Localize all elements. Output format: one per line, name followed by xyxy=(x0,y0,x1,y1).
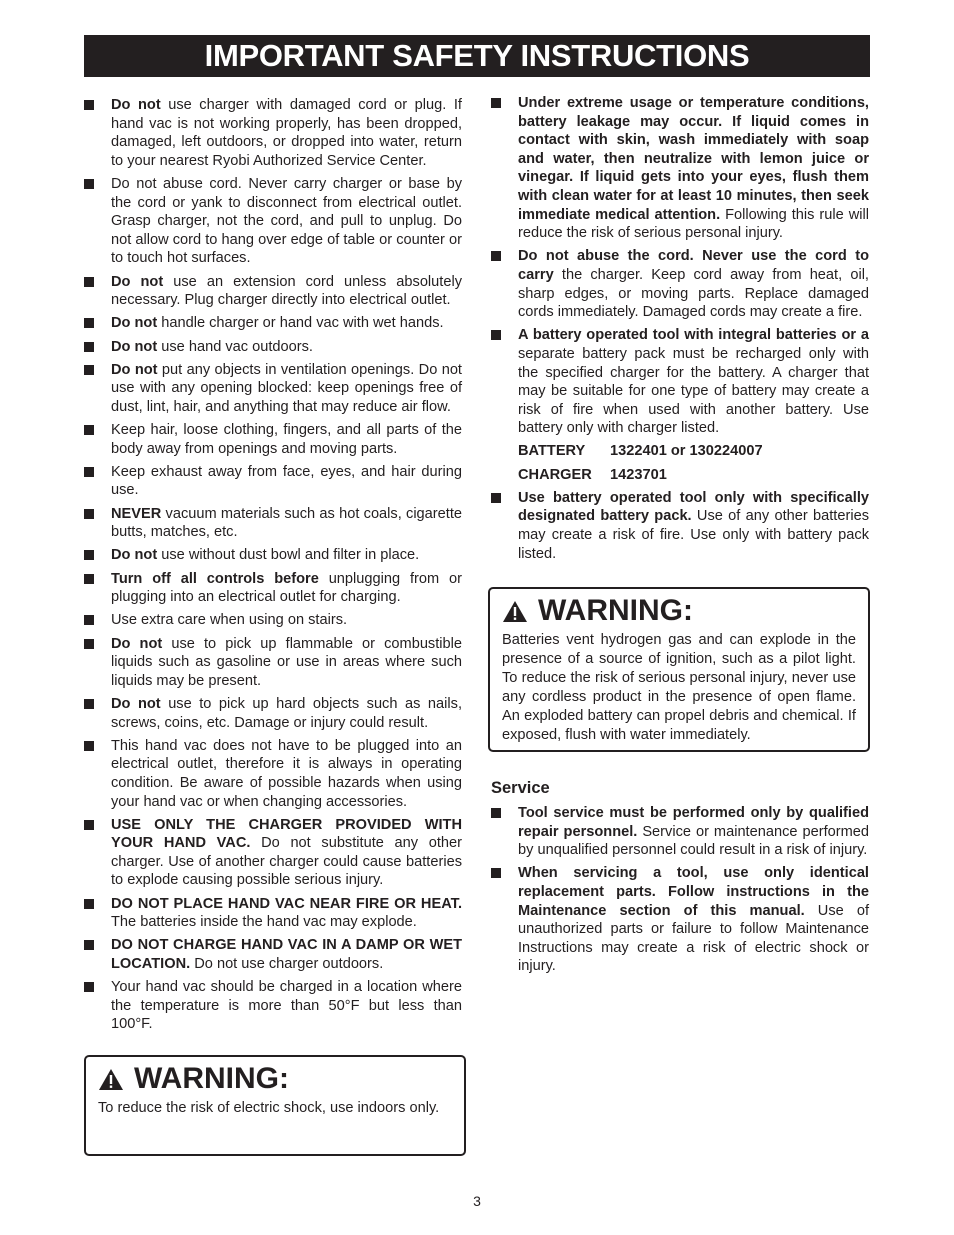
item-text: handle charger or hand vac with wet hands. xyxy=(157,315,444,332)
list-item xyxy=(84,96,462,170)
item-text: Use extra care when using on stairs. xyxy=(111,612,348,629)
warning-heading xyxy=(502,591,856,631)
item-text: Your hand vac should be charged in a location where the temperature is more than 50°F but less than 100°F. xyxy=(111,979,462,1033)
item-text: use to pick up hard objects such as nails, screws, coins, etc. Damage or injury could result. xyxy=(111,695,462,731)
item-text: Do not abuse cord. Never carry charger or base by the cord or yank to disconnect from electrical outlet. Grasp charger, not the cord, and pull to unplug. Do not allow cord to hang over edge of table or counter or to touch hot surfaces. xyxy=(111,175,462,267)
item-bold: Do not xyxy=(111,273,164,290)
item-text: Use of unauthorized parts or failure to follow Maintenance Instructions may create a risk of electric shock or injury. xyxy=(518,902,869,975)
list-item xyxy=(84,463,462,500)
item-bold: Turn off all controls before xyxy=(111,570,319,587)
list-item xyxy=(491,864,869,976)
page-number: 3 xyxy=(473,1193,481,1209)
bullet-icon xyxy=(84,574,94,584)
item-text: use to pick up flammable or combustible liquids such as gasoline or use in areas where such liquids may be present. xyxy=(111,635,462,689)
battery-value: 1322401 or 130224007 xyxy=(610,443,763,460)
charger-value: 1423701 xyxy=(610,466,667,483)
bullet-icon xyxy=(84,277,94,287)
bullet-icon xyxy=(84,179,94,189)
list-item xyxy=(84,895,462,932)
item-bold: Do not xyxy=(111,635,163,652)
warning-triangle-icon xyxy=(98,1068,124,1091)
item-bold: DO NOT PLACE HAND VAC NEAR FIRE OR HEAT. xyxy=(111,895,462,912)
list-item xyxy=(84,273,462,310)
item-text: the charger. Keep cord away from heat, oil, sharp edges, or moving parts. Replace damaged cords immediately. Damaged cords may create a fire. xyxy=(518,266,869,321)
bullet-icon xyxy=(84,342,94,352)
bullet-icon xyxy=(84,100,94,110)
item-text: Keep exhaust away from face, eyes, and hair during use. xyxy=(111,463,462,499)
item-text: The batteries inside the hand vac may explode. xyxy=(111,914,417,931)
service-heading: Service xyxy=(491,779,550,797)
item-text: This hand vac does not have to be plugged into an electrical outlet, therefore it is always in operating condition. Be aware of possible hazards when using your hand vac or when changing accessories. xyxy=(111,737,462,810)
item-bold: A battery operated tool with integral batteries or a xyxy=(518,327,869,344)
item-text: Following this rule will reduce the risk of serious personal injury. xyxy=(518,206,869,242)
list-item xyxy=(84,611,462,630)
list-item xyxy=(84,421,462,458)
bullet-icon xyxy=(84,550,94,560)
bullet-icon xyxy=(491,98,501,108)
bullet-icon xyxy=(491,868,501,878)
bullet-icon xyxy=(84,699,94,709)
battery-spec xyxy=(491,442,869,461)
bullet-icon xyxy=(84,509,94,519)
item-bold: Do not xyxy=(111,97,161,113)
bullet-icon xyxy=(84,615,94,625)
item-text: put any objects in ventilation openings. Do not use with any opening blocked: keep openings free of dust, lint, hair, and anything that may reduce air flow. xyxy=(111,361,462,415)
left-column xyxy=(84,96,462,1039)
bullet-icon xyxy=(491,493,501,503)
item-text: use an extension cord unless absolutely necessary. Plug charger directly into electrical outlet. xyxy=(111,273,463,309)
battery-label: BATTERY xyxy=(518,443,586,460)
item-text: Keep hair, loose clothing, fingers, and all parts of the body away from openings and moving parts. xyxy=(111,422,462,457)
item-bold: Tool service must be performed only by qualified repair personnel. xyxy=(518,805,869,840)
page-title: IMPORTANT SAFETY INSTRUCTIONS xyxy=(84,35,870,77)
charger-spec xyxy=(491,466,869,485)
list-item xyxy=(84,338,462,357)
bullet-icon xyxy=(491,251,501,261)
item-bold: Do not xyxy=(111,547,158,564)
list-item xyxy=(491,489,869,563)
bullet-icon xyxy=(84,982,94,992)
item-text: Service or maintenance performed by unqualified personnel could result in a risk of injury. xyxy=(518,823,869,859)
list-item xyxy=(84,695,462,732)
warning-title: WARNING: xyxy=(538,594,693,627)
bullet-icon xyxy=(84,467,94,477)
item-bold: Do not xyxy=(111,338,158,355)
item-text: Do not use charger outdoors. xyxy=(190,956,384,973)
list-item xyxy=(491,247,869,321)
warning-text: To reduce the risk of electric shock, use indoors only. xyxy=(98,1100,440,1116)
list-item xyxy=(84,570,462,607)
charger-label: CHARGER xyxy=(518,466,592,483)
item-bold: DO NOT CHARGE HAND VAC IN A DAMP OR WET LOCATION. xyxy=(111,937,462,973)
item-bold: Do not xyxy=(111,695,161,712)
warning-box-shock xyxy=(84,1055,466,1156)
bullet-icon xyxy=(84,940,94,950)
bullet-icon xyxy=(84,899,94,909)
bullet-icon xyxy=(84,639,94,649)
item-text: vacuum materials such as hot coals, cigarette butts, matches, etc. xyxy=(111,505,462,541)
warning-triangle-icon xyxy=(502,600,528,623)
bullet-icon xyxy=(84,741,94,751)
bullet-icon xyxy=(84,318,94,328)
item-bold: USE ONLY THE CHARGER PROVIDED WITH YOUR HAND VAC. xyxy=(111,816,462,852)
warning-text: Batteries vent hydrogen gas and can explode in the presence of a source of ignition, such as a pilot light. To reduce the risk of serious personal injury, never use any cordless product in the presence of open flame. An exploded battery can propel debris and chemical. If exposed, flush with water immediately. xyxy=(502,632,856,743)
list-item xyxy=(84,175,462,268)
list-item xyxy=(84,314,462,333)
item-text: separate battery pack must be recharged only with the specified charger for the battery. A charger that may be suitable for one type of battery may create a risk of fire when used with another battery. Use battery only with charger listed. xyxy=(518,345,869,437)
warning-heading xyxy=(98,1059,452,1099)
item-text: Use of any other batteries may create a risk of fire. Use only with battery pack listed. xyxy=(518,508,869,562)
item-bold: Under extreme usage or temperature conditions, battery leakage may occur. If liquid comes in contact with skin, wash immediately with soap and water, then neutralize with lemon juice or vinegar. If liquid gets into your eyes, flush them with clean water for at least 10 minutes, then seek immediate medical attention. xyxy=(518,95,869,223)
warning-box-battery xyxy=(488,587,870,752)
item-bold: Do not abuse the cord. Never use the cord to carry xyxy=(518,248,869,283)
list-item xyxy=(84,816,462,890)
bullet-icon xyxy=(491,808,501,818)
item-bold: When servicing a tool, use only identical replacement parts. Follow instructions in the Maintenance section of this manual. xyxy=(518,865,869,919)
item-text: Do not substitute any other charger. Use of another charger could cause batteries to explode causing possible serious injury. xyxy=(111,835,462,889)
bullet-icon xyxy=(491,330,501,340)
service-column xyxy=(491,804,869,981)
item-bold: Use battery operated tool only with specifically designated battery pack. xyxy=(518,489,869,525)
item-bold: Do not xyxy=(111,361,158,378)
item-text: use without dust bowl and filter in place. xyxy=(157,547,420,564)
item-bold: Do not xyxy=(111,315,158,332)
list-item xyxy=(84,361,462,417)
list-item xyxy=(84,635,462,691)
list-item xyxy=(491,804,869,860)
bullet-icon xyxy=(84,365,94,375)
item-bold: NEVER xyxy=(111,505,162,522)
list-item xyxy=(84,505,462,542)
item-text: use charger with damaged cord or plug. If hand vac is not working properly, has been dropped, damaged, left outdoors, or dropped into water, return to your nearest Ryobi Authorized Service Center. xyxy=(111,97,462,169)
list-item xyxy=(84,978,462,1034)
list-item xyxy=(84,737,462,811)
bullet-icon xyxy=(84,425,94,435)
list-item xyxy=(84,936,462,973)
bullet-icon xyxy=(84,820,94,830)
list-item xyxy=(491,94,869,243)
item-text: use hand vac outdoors. xyxy=(157,338,313,355)
list-item xyxy=(491,326,869,438)
item-text: unplugging from or plugging into an electrical outlet for charging. xyxy=(111,570,462,606)
warning-title: WARNING: xyxy=(134,1062,289,1095)
list-item xyxy=(84,546,462,565)
right-column xyxy=(491,94,869,568)
